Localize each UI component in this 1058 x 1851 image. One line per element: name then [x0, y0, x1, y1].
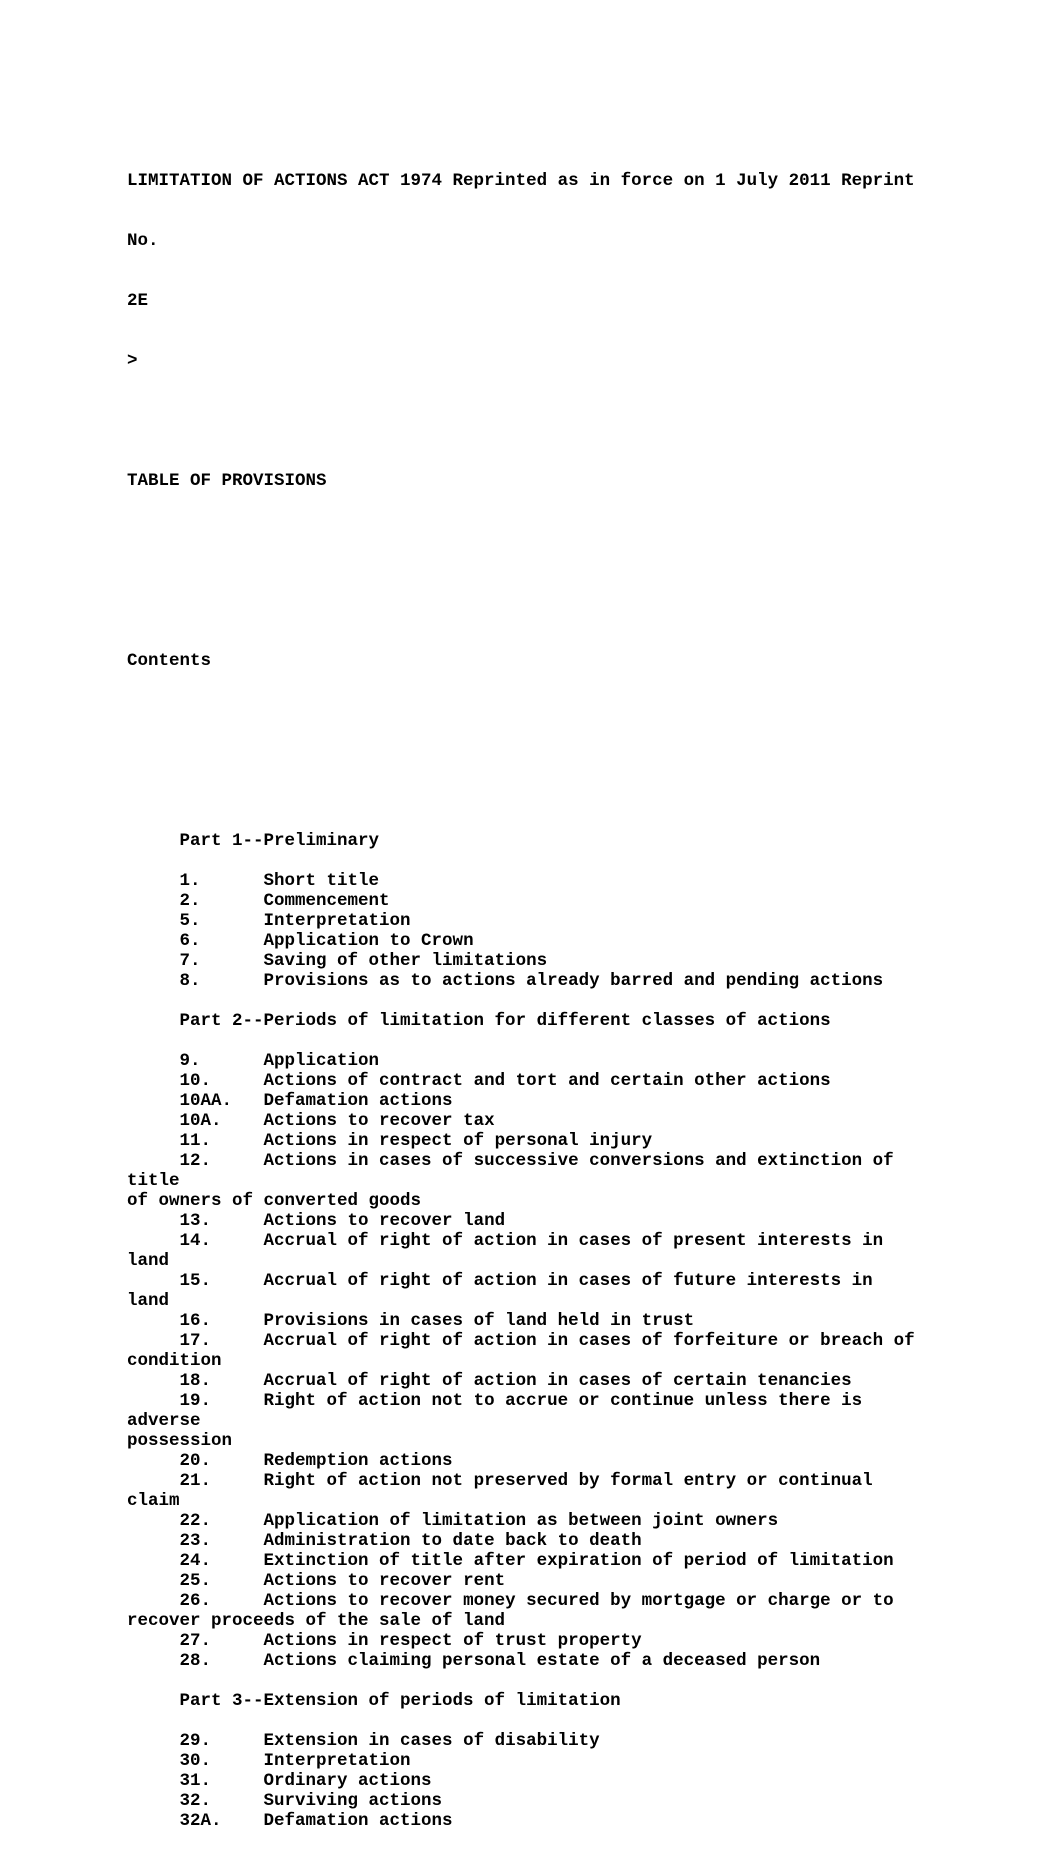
entry-title: Redemption actions — [263, 1451, 453, 1471]
entry-number: 25. — [127, 1571, 264, 1591]
entry-title: Interpretation — [263, 1751, 411, 1771]
entry-number: 6. — [127, 931, 264, 951]
entry-number: 22. — [127, 1511, 264, 1531]
entry-number: 32A. — [127, 1811, 264, 1831]
toc-entry — [127, 1751, 915, 1771]
entry-title: Actions claiming personal estate of a deceased person — [263, 1651, 821, 1671]
entry-continuation: condition — [127, 1351, 222, 1371]
toc-entry — [127, 1271, 915, 1291]
entry-title: Accrual of right of action in cases of present interests in — [263, 1231, 884, 1251]
doc-header-line: No. — [127, 231, 159, 251]
entry-title: Provisions as to actions already barred and pending actions — [263, 971, 884, 991]
entry-number: 26. — [127, 1591, 264, 1611]
toc-entry — [127, 971, 915, 991]
entry-number: 5. — [127, 911, 264, 931]
entry-title: Application of limitation as between joint owners — [263, 1511, 779, 1531]
document-text — [127, 131, 915, 1851]
toc-entry — [127, 931, 915, 951]
toc-entry — [127, 1211, 915, 1231]
blank-line — [127, 1671, 915, 1691]
toc-entry — [127, 1791, 915, 1811]
contents-heading: Contents — [127, 651, 212, 671]
entry-number: 10. — [127, 1071, 264, 1091]
toc-entry — [127, 1111, 915, 1131]
toc-entry — [127, 1451, 915, 1471]
entry-number: 19. — [127, 1391, 264, 1411]
doc-header-line: LIMITATION OF ACTIONS ACT 1974 Reprinted as in force on 1 July 2011 Reprint — [127, 171, 915, 191]
toc-entry — [127, 1651, 915, 1671]
entry-title: Interpretation — [263, 911, 411, 931]
toc-entry — [127, 891, 915, 911]
toc-entry — [127, 1591, 915, 1611]
entry-continuation: land — [127, 1291, 170, 1311]
entry-title: Actions of contract and tort and certain other actions — [263, 1071, 831, 1091]
toc-entry — [127, 1771, 915, 1791]
entry-title: Saving of other limitations — [263, 951, 548, 971]
entry-number: 18. — [127, 1371, 264, 1391]
blank-line — [127, 531, 915, 551]
entry-continuation: of owners of converted goods — [127, 1191, 422, 1211]
entry-number: 7. — [127, 951, 264, 971]
entry-title: Surviving actions — [263, 1791, 443, 1811]
entry-number: 2. — [127, 891, 264, 911]
toc-entry — [127, 1531, 915, 1551]
toc-entry — [127, 1551, 915, 1571]
entry-number: 13. — [127, 1211, 264, 1231]
entry-number: 32. — [127, 1791, 264, 1811]
toc-entry — [127, 1511, 915, 1531]
entry-title: Accrual of right of action in cases of certain tenancies — [263, 1371, 852, 1391]
entry-number: 30. — [127, 1751, 264, 1771]
entry-number: 24. — [127, 1551, 264, 1571]
entry-title: Actions in respect of trust property — [263, 1631, 642, 1651]
entry-number: 1. — [127, 871, 264, 891]
entry-number: 28. — [127, 1651, 264, 1671]
entry-title: Actions in respect of personal injury — [263, 1131, 653, 1151]
toc-entry — [127, 1731, 915, 1751]
entry-number: 14. — [127, 1231, 264, 1251]
entry-number: 10A. — [127, 1111, 264, 1131]
toc-entry — [127, 1391, 915, 1411]
toc-entry — [127, 1131, 915, 1151]
entry-title: Ordinary actions — [263, 1771, 432, 1791]
blank-line — [127, 771, 915, 791]
entry-number: 12. — [127, 1151, 264, 1171]
doc-header-line: 2E — [127, 291, 149, 311]
blank-line — [127, 591, 915, 611]
entry-title: Actions to recover money secured by mortgage or charge or to — [263, 1591, 894, 1611]
entry-number: 11. — [127, 1131, 264, 1151]
entry-continuation: land — [127, 1251, 170, 1271]
entry-title: Actions in cases of successive conversions and extinction of — [263, 1151, 894, 1171]
entry-title: Application — [263, 1051, 380, 1071]
entry-number: 15. — [127, 1271, 264, 1291]
entry-number: 8. — [127, 971, 264, 991]
part-heading: Part 1--Preliminary — [127, 831, 380, 851]
entry-number: 16. — [127, 1311, 264, 1331]
entry-title: Right of action not to accrue or continue unless there is — [263, 1391, 863, 1411]
entry-number: 29. — [127, 1731, 264, 1751]
blank-line — [127, 711, 915, 731]
toc-entry — [127, 1311, 915, 1331]
entry-title: Accrual of right of action in cases of future interests in — [263, 1271, 873, 1291]
toc-entry — [127, 1331, 915, 1351]
entry-title: Administration to date back to death — [263, 1531, 642, 1551]
entry-title: Extension in cases of disability — [263, 1731, 600, 1751]
toc-entry — [127, 1151, 915, 1171]
part-heading: Part 2--Periods of limitation for different classes of actions — [127, 1011, 831, 1031]
toc-entry — [127, 1471, 915, 1491]
entry-title: Right of action not preserved by formal entry or continual — [263, 1471, 873, 1491]
toc-entry — [127, 1371, 915, 1391]
prompt-line: > — [127, 351, 138, 371]
toc-entry — [127, 1051, 915, 1071]
entry-continuation: adverse — [127, 1411, 201, 1431]
part-heading: Part 3--Extension of periods of limitation — [127, 1691, 621, 1711]
toc-entry — [127, 951, 915, 971]
blank-line — [127, 991, 915, 1011]
toc-entry — [127, 1571, 915, 1591]
entry-title: Application to Crown — [263, 931, 474, 951]
entry-number: 9. — [127, 1051, 264, 1071]
entry-title: Short title — [263, 871, 380, 891]
entry-title: Provisions in cases of land held in trust — [263, 1311, 695, 1331]
entry-title: Actions to recover tax — [263, 1111, 495, 1131]
entry-number: 31. — [127, 1771, 264, 1791]
entry-continuation: recover proceeds of the sale of land — [127, 1611, 506, 1631]
toc-entry — [127, 1231, 915, 1251]
toc-entry — [127, 1091, 915, 1111]
entry-continuation: claim — [127, 1491, 180, 1511]
entry-title: Accrual of right of action in cases of forfeiture or breach of — [263, 1331, 915, 1351]
toc-entry — [127, 871, 915, 891]
table-of-provisions-title: TABLE OF PROVISIONS — [127, 471, 327, 491]
entry-title: Extinction of title after expiration of period of limitation — [263, 1551, 894, 1571]
entry-number: 17. — [127, 1331, 264, 1351]
toc-entry — [127, 911, 915, 931]
blank-line — [127, 851, 915, 871]
blank-line — [127, 1031, 915, 1051]
entry-number: 27. — [127, 1631, 264, 1651]
entry-number: 10AA. — [127, 1091, 264, 1111]
toc-entry — [127, 1811, 915, 1831]
entry-number: 20. — [127, 1451, 264, 1471]
entry-title: Commencement — [263, 891, 390, 911]
blank-line — [127, 411, 915, 431]
entry-title: Actions to recover rent — [263, 1571, 506, 1591]
parts-container — [127, 831, 915, 1831]
entry-continuation: title — [127, 1171, 180, 1191]
entry-title: Actions to recover land — [263, 1211, 506, 1231]
entry-number: 23. — [127, 1531, 264, 1551]
blank-line — [127, 1711, 915, 1731]
entry-title: Defamation actions — [263, 1091, 453, 1111]
entry-continuation: possession — [127, 1431, 233, 1451]
toc-entry — [127, 1071, 915, 1091]
toc-entry — [127, 1631, 915, 1651]
entry-number: 21. — [127, 1471, 264, 1491]
entry-title: Defamation actions — [263, 1811, 453, 1831]
